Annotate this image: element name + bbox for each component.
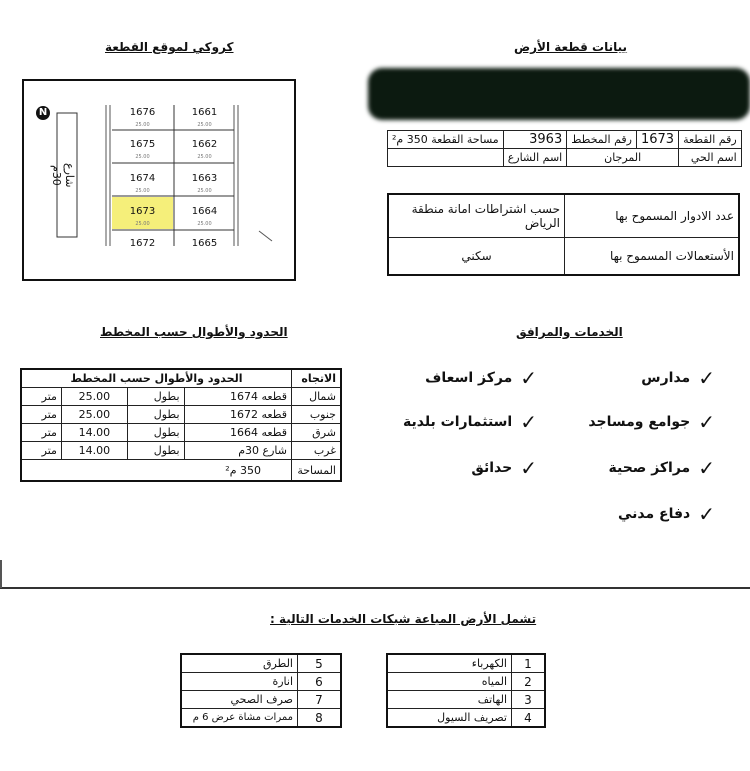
- redacted-area: [368, 68, 750, 120]
- service-item: ✓ حدائق: [471, 456, 537, 480]
- check-icon: ✓: [520, 410, 537, 434]
- permits-table: [387, 193, 740, 276]
- district-value: المرجان: [567, 149, 679, 167]
- networks-title: تشمل الأرض المباعة شبكات الخدمات التالية :: [270, 612, 537, 626]
- page-edge: [0, 560, 2, 588]
- district-label: اسم الحي: [679, 149, 742, 167]
- plot-1675: 1675 25.00: [129, 139, 156, 160]
- plot-no-label: رقم القطعة: [679, 131, 742, 149]
- service-item: ✓ استثمارات بلدية: [402, 410, 537, 434]
- table-row: جنوب قطعه 1672 بطول 25.00 متر: [21, 406, 341, 424]
- plan-no-label: رقم المخطط: [567, 131, 637, 149]
- header-description: الحدود والأطوال حسب المخطط: [21, 369, 292, 388]
- table-row: 5 الطرق: [181, 654, 341, 673]
- table-row: 4 تصريف السيول: [387, 709, 545, 728]
- plot-1676: 1676 25.00: [129, 107, 156, 128]
- uses-label: الأستعمالات المسموح بها: [565, 238, 740, 276]
- check-icon: ✓: [698, 366, 715, 390]
- service-item: ✓ مراكز صحية: [608, 456, 715, 480]
- street-label: شارع 30م: [50, 162, 76, 188]
- land-data-title: بيانات قطعة الأرض: [514, 40, 628, 54]
- plan-no-value: 3963: [503, 131, 567, 149]
- table-row: شمال قطعه 1674 بطول 25.00 متر: [21, 388, 341, 406]
- boundaries-table: [20, 368, 342, 482]
- floors-value: حسب اشتراطات امانة منطقة الرياض: [388, 194, 565, 238]
- table-row: غرب شارع 30م بطول 14.00 متر: [21, 442, 341, 460]
- street-name-value: [388, 149, 504, 167]
- area-label: المساحة: [292, 460, 342, 482]
- street-name-label: اسم الشارع: [503, 149, 567, 167]
- plot-1662: 1662 25.00: [191, 139, 218, 160]
- service-item: ✓ مركز اسعاف: [425, 366, 537, 390]
- plot-1674: 1674 25.00: [129, 173, 156, 194]
- services-title: الخدمات والمرافق: [516, 325, 623, 339]
- north-arrow-icon: N: [36, 106, 50, 120]
- service-item: ✓ مدارس: [641, 366, 715, 390]
- uses-value: سكني: [388, 238, 565, 276]
- table-row: 7 صرف الصحي: [181, 691, 341, 709]
- networks-table-left: [180, 653, 342, 728]
- table-row: 2 المياه: [387, 673, 545, 691]
- check-icon: ✓: [698, 502, 715, 526]
- check-icon: ✓: [520, 366, 537, 390]
- plot-1661: 1661 25.00: [191, 107, 218, 128]
- check-icon: ✓: [698, 456, 715, 480]
- plot-no-value: 1673: [636, 131, 678, 149]
- plot-1672: 1672: [129, 238, 156, 249]
- header-direction: الاتجاه: [292, 369, 342, 388]
- service-item: ✓ دفاع مدني: [618, 502, 715, 526]
- sketch-title: كروكي لموقع القطعة: [105, 40, 234, 54]
- area-value: 350 م²: [21, 460, 292, 482]
- service-item: ✓ جوامع ومساجد: [588, 410, 715, 434]
- land-data-table: [387, 130, 742, 167]
- check-icon: ✓: [698, 410, 715, 434]
- section-divider: [0, 587, 750, 589]
- table-row: 6 انارة: [181, 673, 341, 691]
- plot-1665: 1665: [191, 238, 218, 249]
- site-sketch-map: [22, 79, 296, 281]
- table-row: 1 الكهرباء: [387, 654, 545, 673]
- boundaries-title: الحدود والأطوال حسب المخطط: [100, 325, 288, 339]
- table-row: 8 ممرات مشاة عرض 6 م: [181, 709, 341, 728]
- floors-label: عدد الادوار المسموح بها: [565, 194, 740, 238]
- plot-1673: 1673 25.00: [129, 206, 156, 227]
- plot-1663: 1663 25.00: [191, 173, 218, 194]
- table-row: 3 الهاتف: [387, 691, 545, 709]
- plot-1664: 1664 25.00: [191, 206, 218, 227]
- table-row: شرق قطعه 1664 بطول 14.00 متر: [21, 424, 341, 442]
- check-icon: ✓: [520, 456, 537, 480]
- networks-table-right: [386, 653, 546, 728]
- area-label: مساحة القطعة 350 م²: [388, 131, 504, 149]
